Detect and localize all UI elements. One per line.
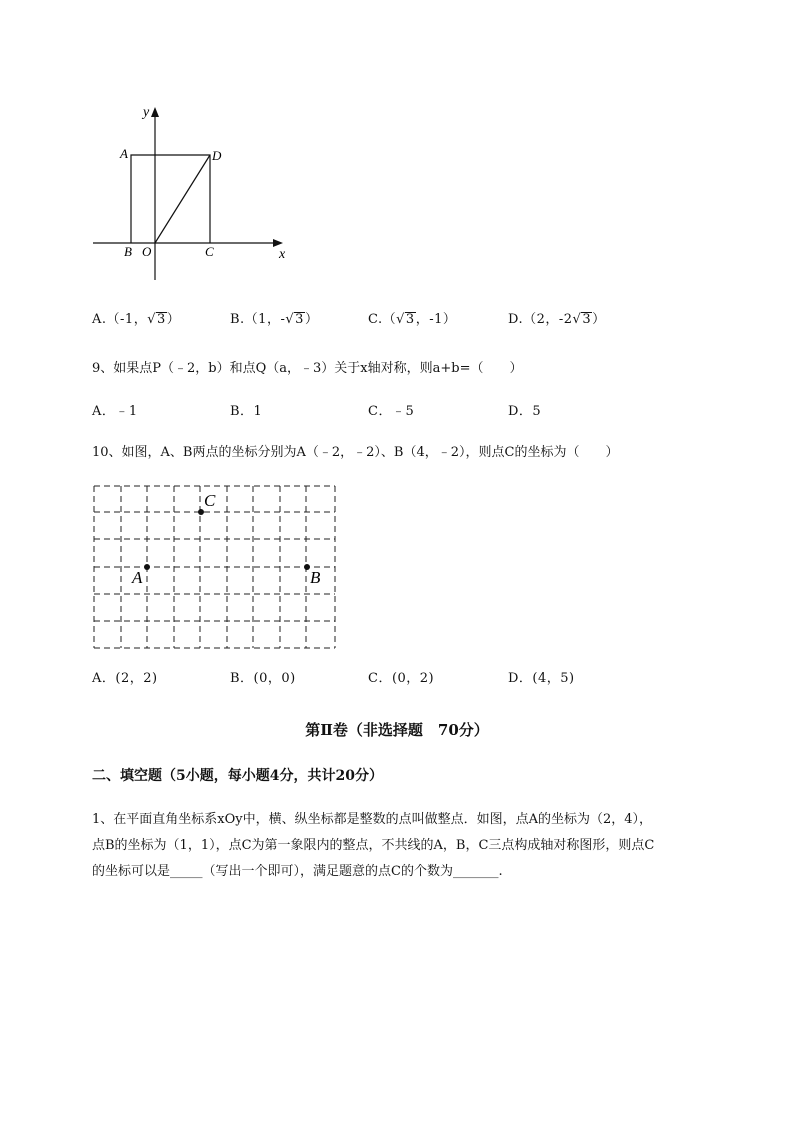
q8-option-c-radicand: 3 xyxy=(405,312,415,327)
q9-stem: 9、如果点P（﹣2，b）和点Q（a，﹣3）关于x轴对称，则a+b=（ ） xyxy=(92,361,523,376)
q8-option-d-radicand: 3 xyxy=(582,312,592,327)
fill1-line1: 1、在平面直角坐标系xOy中，横、纵坐标都是整数的点叫做整点．如图，点A的坐标为（2，4）， xyxy=(92,812,653,827)
q10-option-a[interactable]: A．(2，2) xyxy=(92,671,158,686)
q8-option-a-radicand: 3 xyxy=(157,312,166,327)
fill1-line2: 点B的坐标为（1，1），点C为第一象限内的整点，不共线的A，B，C三点构成轴对称图形，则点C xyxy=(92,838,655,853)
part2-title: 第Ⅱ卷（非选择题 70分） xyxy=(305,721,489,739)
q8-option-b-radicand: 3 xyxy=(295,312,304,327)
sqrt-symbol: √3 xyxy=(396,312,415,327)
point-a-dot xyxy=(144,564,150,570)
sqrt-symbol: √3 xyxy=(147,312,166,327)
q8-option-a-sign: -1， xyxy=(120,312,148,327)
grid-point-b-label: B xyxy=(310,568,321,587)
q8-option-c-suffix: ，-1） xyxy=(415,312,457,327)
rectangle-abcd xyxy=(131,155,210,243)
q8-option-b-suffix: ） xyxy=(304,312,319,327)
q9-option-b[interactable]: B．1 xyxy=(230,404,263,419)
q10-option-c[interactable]: C．(0，2) xyxy=(368,671,435,686)
point-a-label: A xyxy=(120,146,128,161)
q9-option-c[interactable]: C．﹣5 xyxy=(368,404,415,419)
grid-point-c-label: C xyxy=(204,491,216,510)
q8-option-a-prefix: A.（ xyxy=(92,312,121,327)
y-axis-arrow xyxy=(151,107,159,117)
point-d-label: D xyxy=(212,148,222,163)
q10-stem: 10、如图，A、B两点的坐标分别为A（﹣2，﹣2）、B（4，﹣2），则点C的坐标为（ ） xyxy=(92,445,619,460)
q8-option-d-suffix: ） xyxy=(592,312,606,327)
q8-option-d[interactable] xyxy=(508,312,606,328)
point-b-label: B xyxy=(124,244,132,259)
q8-option-c-prefix: C.（ xyxy=(368,312,397,327)
x-axis-arrow xyxy=(273,239,283,247)
q8-option-c[interactable] xyxy=(368,312,456,328)
q10-option-d[interactable]: D．(4，5) xyxy=(508,671,575,686)
coordinate-figure xyxy=(85,95,305,290)
q8-option-b-prefix: B.（1， xyxy=(230,312,281,327)
q8-option-b[interactable] xyxy=(230,312,318,328)
q8-option-d-sign: -2 xyxy=(558,312,573,327)
q9-option-d[interactable]: D．5 xyxy=(508,404,542,419)
q8-option-b-sign: - xyxy=(280,312,286,327)
fill1-line3: 的坐标可以是_____（写出一个即可），满足题意的点C的个数为_______. xyxy=(92,864,503,879)
sqrt-symbol: √3 xyxy=(572,312,592,327)
point-o-label: O xyxy=(142,244,152,259)
sqrt-symbol: √3 xyxy=(285,312,304,327)
q8-option-a-suffix: ） xyxy=(166,312,181,327)
grid-point-a-label: A xyxy=(132,568,143,587)
q9-option-a[interactable]: A．﹣1 xyxy=(92,404,138,419)
fill-section-heading: 二、填空题（5小题，每小题4分，共计20分） xyxy=(92,768,383,784)
y-axis-label: y xyxy=(143,105,150,120)
dashed-grid-lines xyxy=(94,486,335,648)
q10-option-b[interactable]: B．(0，0) xyxy=(230,671,296,686)
q8-option-a[interactable] xyxy=(92,312,180,328)
point-c-label: C xyxy=(205,244,214,259)
segment-od xyxy=(155,155,210,243)
q8-option-d-prefix: D.（2， xyxy=(508,312,559,327)
x-axis-label: x xyxy=(279,247,286,262)
grid-figure xyxy=(90,482,342,654)
